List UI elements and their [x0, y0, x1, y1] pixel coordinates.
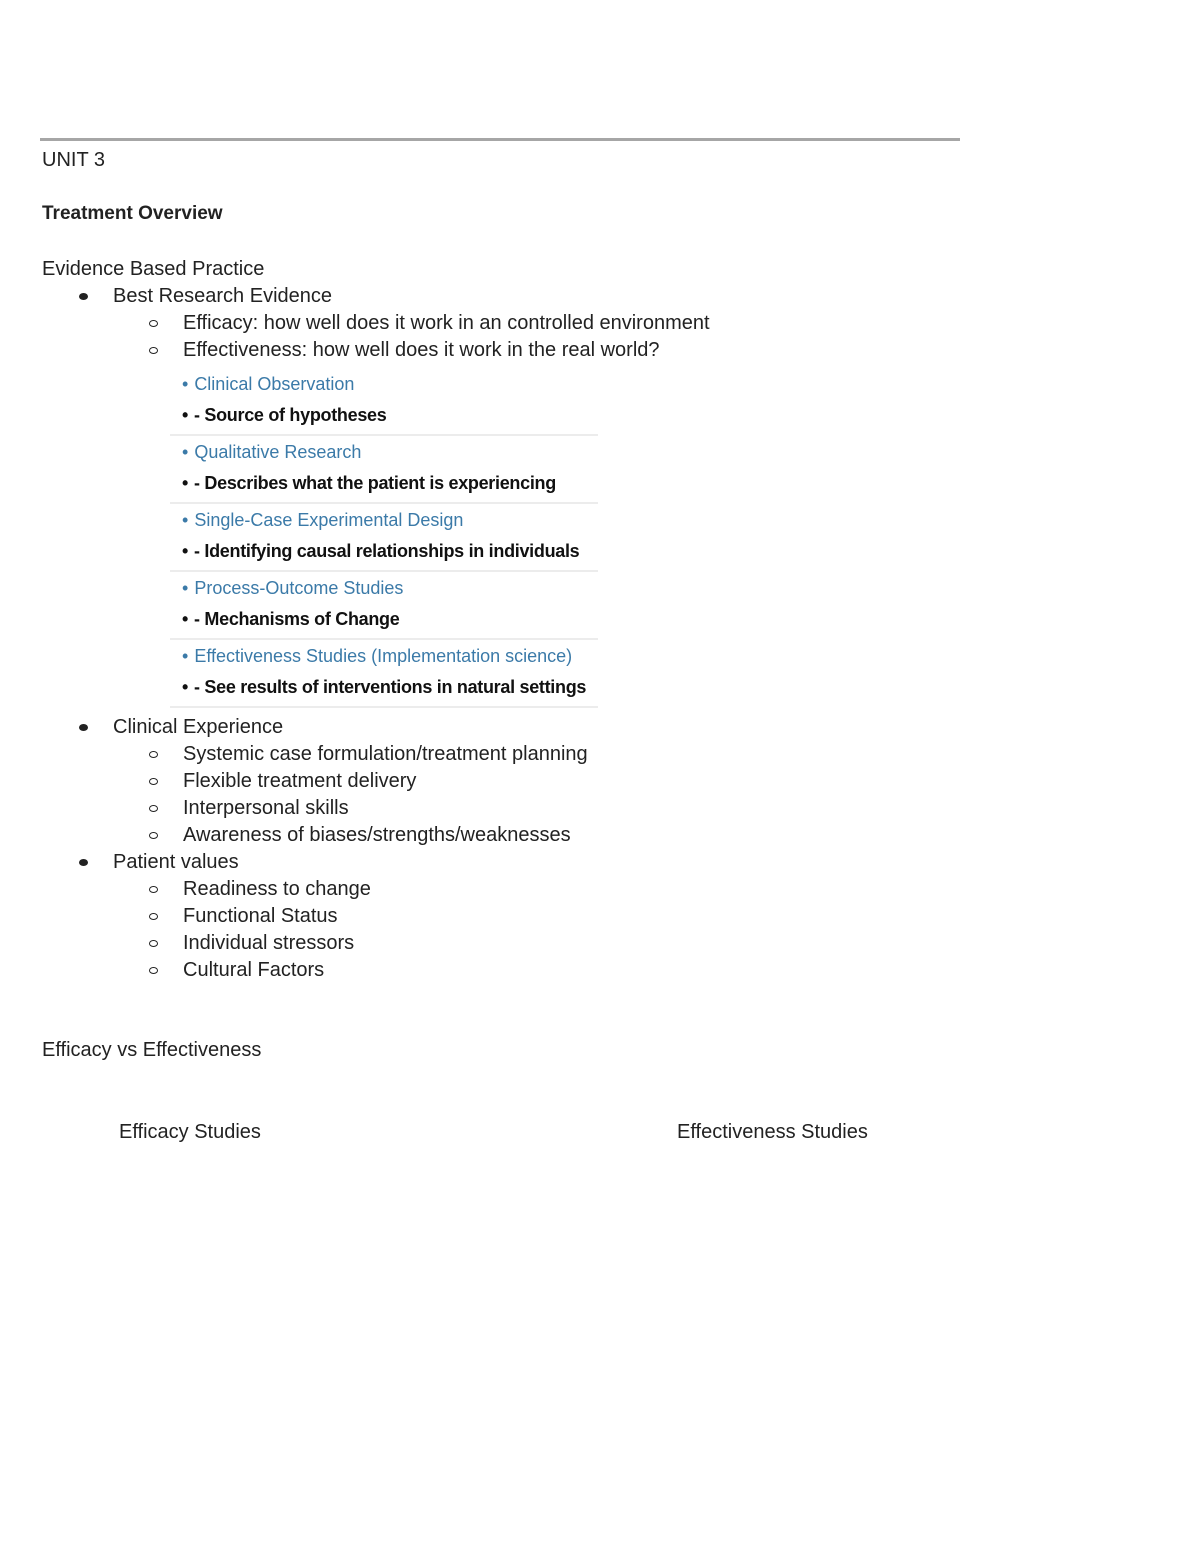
embedded-slide-list	[170, 368, 598, 708]
sub-bullet-icon	[149, 347, 158, 354]
slide-item-desc: - Identifying causal relationships in individuals	[194, 541, 580, 561]
slide-item-desc: - Describes what the patient is experiencing	[194, 473, 556, 493]
comparison-left-label: Efficacy Studies	[119, 1121, 261, 1143]
list-item: Individual stressors	[183, 932, 355, 954]
slide-item: • Process-Outcome Studies • - Mechanisms of Change	[170, 572, 598, 640]
comparison-heading: Efficacy vs Effectiveness	[42, 1039, 262, 1061]
sub-bullet-icon	[149, 778, 158, 785]
list-item: Readiness to change	[183, 878, 371, 900]
list-item: Cultural Factors	[183, 959, 325, 981]
list-item: Efficacy: how well does it work in an controlled environment	[183, 312, 710, 334]
group-label-patient: Patient values	[113, 851, 239, 873]
slide-item: • Clinical Observation • - Source of hypotheses	[170, 368, 598, 436]
slide-item-desc: - Mechanisms of Change	[194, 609, 400, 629]
slide-item: • Qualitative Research • - Describes what the patient is experiencing	[170, 436, 598, 504]
list-item: Functional Status	[183, 905, 338, 927]
list-item: Flexible treatment delivery	[183, 770, 417, 792]
page-title: Treatment Overview	[42, 203, 223, 224]
group-label-clinical: Clinical Experience	[113, 716, 284, 738]
slide-item-title: Single-Case Experimental Design	[194, 510, 464, 530]
slide-item-title: Clinical Observation	[194, 374, 355, 394]
sub-bullet-icon	[149, 832, 158, 839]
slide-item-desc: - See results of interventions in natural settings	[194, 677, 587, 697]
sub-bullet-icon	[149, 886, 158, 893]
sub-bullet-icon	[149, 805, 158, 812]
bullet-icon	[79, 859, 88, 866]
slide-item-title: Process-Outcome Studies	[194, 578, 404, 598]
sub-bullet-icon	[149, 751, 158, 758]
slide-item: • Effectiveness Studies (Implementation science) • - See results of interventions in natural settings	[170, 640, 598, 708]
list-item: Systemic case formulation/treatment planning	[183, 743, 588, 765]
section-heading: Evidence Based Practice	[42, 258, 265, 280]
group-label-research: Best Research Evidence	[113, 285, 333, 307]
sub-bullet-icon	[149, 940, 158, 947]
sub-bullet-icon	[149, 320, 158, 327]
comparison-right-label: Effectiveness Studies	[677, 1121, 868, 1143]
sub-bullet-icon	[149, 913, 158, 920]
unit-label: UNIT 3	[42, 149, 105, 171]
bullet-icon	[79, 724, 88, 731]
slide-item-title: Effectiveness Studies (Implementation science)	[194, 646, 573, 666]
top-rule	[40, 138, 960, 141]
list-item: Effectiveness: how well does it work in the real world?	[183, 339, 660, 361]
slide-item-desc: - Source of hypotheses	[194, 405, 387, 425]
bullet-icon	[79, 293, 88, 300]
slide-item-title: Qualitative Research	[194, 442, 362, 462]
list-item: Interpersonal skills	[183, 797, 349, 819]
sub-bullet-icon	[149, 967, 158, 974]
list-item: Awareness of biases/strengths/weaknesses	[183, 824, 571, 846]
slide-item: • Single-Case Experimental Design • - Identifying causal relationships in individuals	[170, 504, 598, 572]
